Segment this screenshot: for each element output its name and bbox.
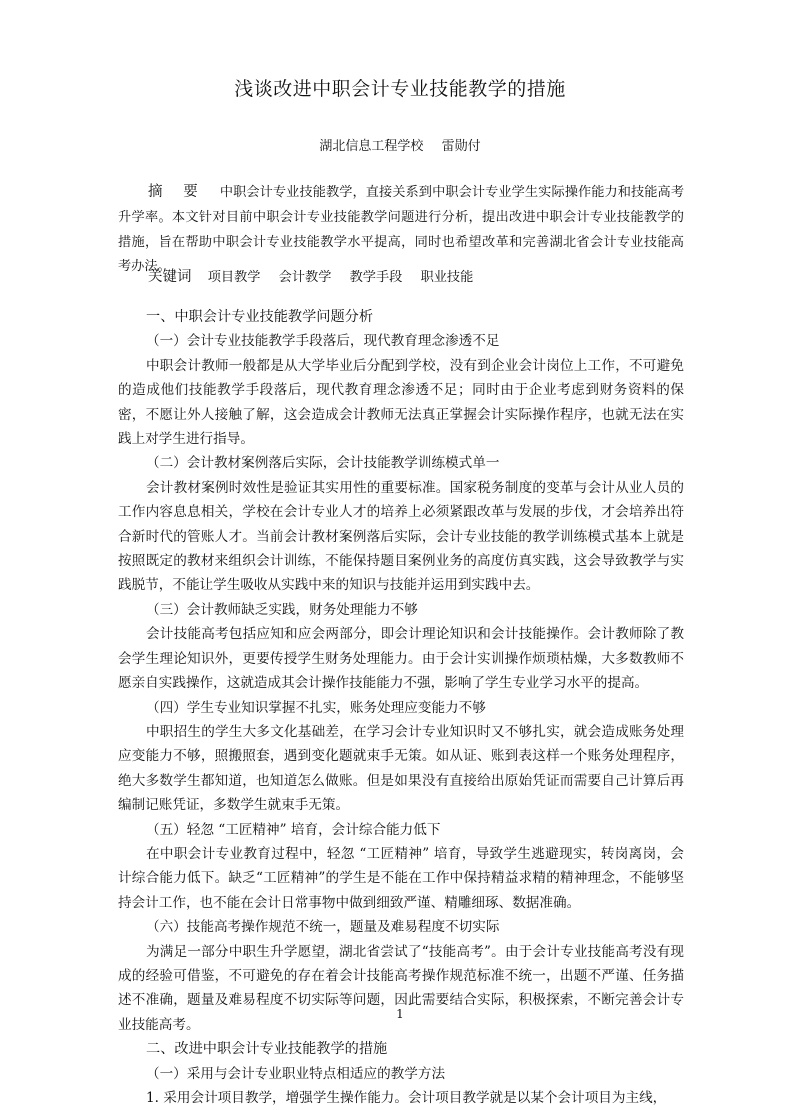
subsection-heading: （一）采用与会计专业职业特点相适应的教学方法 — [146, 1065, 446, 1082]
paragraph: 会计技能高考包括应知和应会两部分，即会计理论知识和会计技能操作。会计教师除了教会学生理论知识外，更要传授学生财务处理能力。由于会计实训操作烦琐枯燥，大多数教师不愿亲自实践操作，这就造成其会计操作技能能力不强，影响了学生专业学习水平的提高。 — [118, 626, 684, 692]
paragraph: 会计教材案例时效性是验证其实用性的重要标准。国家税务制度的变革与会计从业人员的工作内容息息相关，学校在会计专业人才的培养上必须紧跟改革与发展的步伐，才会培养出符合新时代的管账人才。当前会计教材案例落后实际，会计专业技能的教学训练模式基本上就是按照既定的教材来组织会计训练，不能保持题目案例业务的高度仿真实践，这会导致教学与实践脱节，不能让学生吸收从实践中来的知识与技能并运用到实践中去。 — [118, 479, 684, 594]
keywords-label: 关键词 — [148, 269, 192, 285]
abstract-label: 摘 要 — [148, 184, 206, 200]
subsection-heading: （六）技能高考操作规范不统一，题量及难易程度不切实际 — [146, 919, 500, 936]
paragraph: 为满足一部分中职生升学愿望，湖北省尝试了“技能高考”。由于会计专业技能高考没有现成的经验可借鉴，不可避免的存在着会计技能高考操作规范标准不统一，出题不严谨、任务描述不准确，题量及难易程度不切实际等问题，因此需要结合实际，积极探索，不断完善会计专业技能高考。 — [118, 943, 684, 1033]
paragraph: 中职会计教师一般都是从大学毕业后分配到学校，没有到企业会计岗位上工作，不可避免的造成他们技能教学手段落后，现代教育理念渗透不足；同时由于企业考虑到财务资料的保密，不愿让外人接触了解，这会造成会计教师无法真正掌握会计实际操作程序，也就无法在实践上对学生进行指导。 — [118, 357, 684, 448]
author-name: 雷勋付 — [441, 139, 481, 154]
paragraph: 在中职会计专业教育过程中，轻忽 “工匠精神” 培育，导致学生逃避现实，转岗离岗，会计综合能力低下。缺乏“工匠精神”的学生是不能在工作中保持精益求精的精神理念，不能够坚持会计工作，也不能在会计日常事物中做到细致严谨、精雕细琢、数据准确。 — [118, 845, 684, 911]
keyword-item: 会计教学 — [278, 270, 332, 285]
keyword-item: 项目教学 — [207, 270, 261, 285]
keyword-item: 职业技能 — [420, 270, 474, 285]
author-school: 湖北信息工程学校 — [319, 139, 424, 154]
section-heading: 一、中职会计专业技能教学问题分析 — [146, 309, 374, 325]
author-line — [0, 135, 800, 154]
section-heading: 二、改进中职会计专业技能教学的措施 — [146, 1041, 388, 1058]
abstract-text: 中职会计专业技能教学，直接关系到中职会计专业学生实际操作能力和技能高考升学率。本文针对目前中职会计专业技能教学问题进行分析，提出改进中职会计专业技能教学的措施，旨在帮助中职会计专业技能教学水平提高，同时也希望改革和完善湖北省会计专业技能高考办法。 — [118, 185, 685, 275]
subsection-heading: （三）会计教师缺乏实践，财务处理能力不够 — [146, 601, 418, 618]
keyword-item: 教学手段 — [349, 270, 403, 285]
paragraph: 中职招生的学生大多文化基础差，在学习会计专业知识时又不够扎实，就会造成账务处理应变能力不够，照搬照套，遇到变化题就束手无策。如从证、账到表这样一个账务处理程序，绝大多数学生都知道，也知道怎么做账。但是如果没有直接给出原始凭证而需要自己计算后再编制记账凭证，多数学生就束手无策。 — [118, 723, 684, 814]
subsection-heading: （二）会计教材案例落后实际，会计技能教学训练模式单一 — [146, 455, 500, 472]
subsection-heading: （四）学生专业知识掌握不扎实，账务处理应变能力不够 — [146, 699, 486, 716]
subsection-heading: （五）轻忽 “工匠精神” 培育，会计综合能力低下 — [146, 821, 441, 838]
paragraph: 1. 采用会计项目教学，增强学生操作能力。会计项目教学就是以某个会计项目为主线， — [146, 1090, 667, 1106]
keywords — [148, 265, 487, 286]
subsection-heading: （一）会计专业技能教学手段落后，现代教育理念渗透不足 — [146, 333, 500, 350]
page-number: 1 — [396, 1007, 404, 1021]
body-text — [118, 305, 684, 1110]
paper-title: 浅谈改进中职会计专业技能教学的措施 — [234, 78, 566, 100]
